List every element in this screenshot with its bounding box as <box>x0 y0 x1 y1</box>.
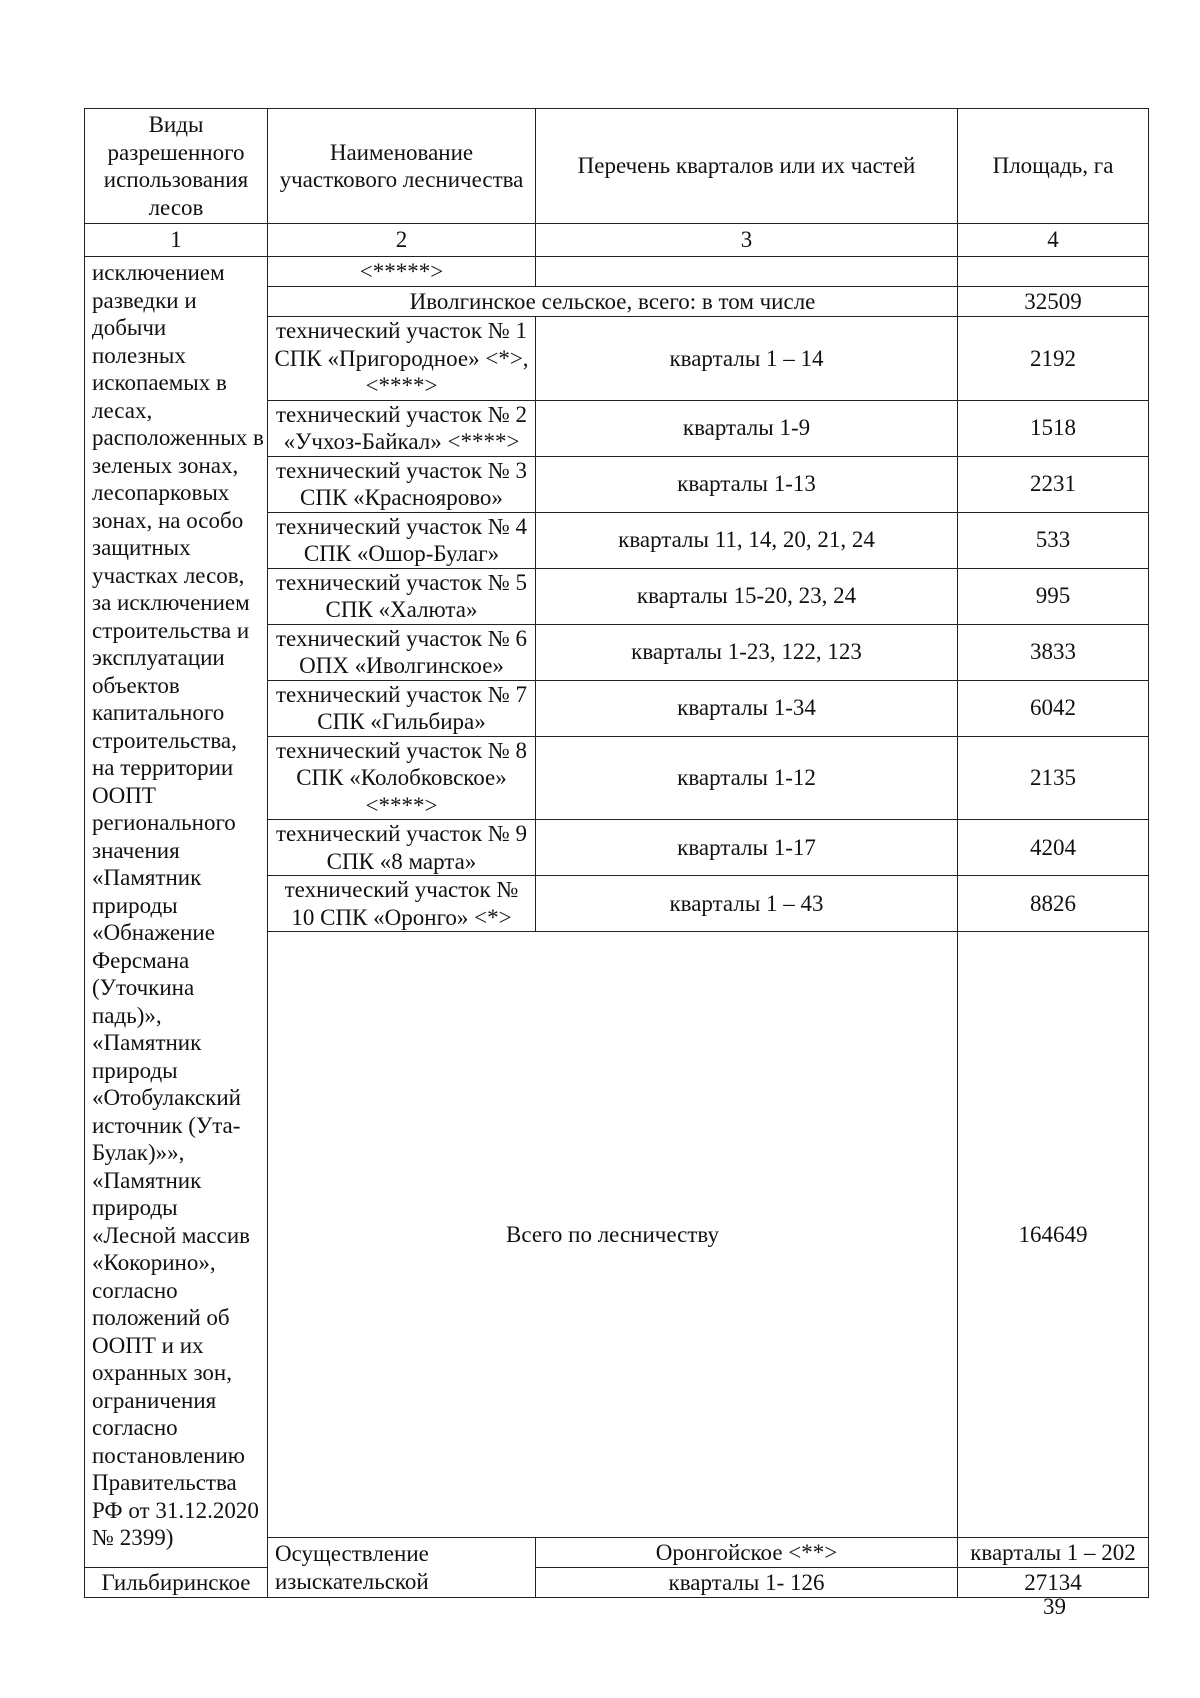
table-row-name: технический участок № 9 СПК «8 марта» <box>268 820 536 876</box>
table-row-quarters: кварталы 1-9 <box>536 400 958 456</box>
header-quarters-list: Перечень кварталов или их частей <box>536 109 958 224</box>
table-row-area: 4204 <box>958 820 1149 876</box>
table-row-area: 6042 <box>958 680 1149 736</box>
column-number-3: 3 <box>536 224 958 257</box>
table-row-area: 27134 <box>958 1568 1149 1598</box>
table-row-quarters: кварталы 1 – 202 <box>958 1538 1149 1568</box>
table-row-quarters: кварталы 1 – 43 <box>536 876 958 932</box>
table-row-quarters: кварталы 1-12 <box>536 736 958 820</box>
table-row-name: технический участок № 4 СПК «Ошор-Булаг» <box>268 512 536 568</box>
table-row-name: технический участок № 10 СПК «Оронго» <*> <box>268 876 536 932</box>
table-row-quarters: кварталы 1-23, 122, 123 <box>536 624 958 680</box>
table-row-area: 2231 <box>958 456 1149 512</box>
table-row-quarters: кварталы 1-17 <box>536 820 958 876</box>
table-row-quarters: кварталы 1- 126 <box>536 1568 958 1598</box>
table-row-name: технический участок № 6 ОПХ «Иволгинское» <box>268 624 536 680</box>
forest-use-table <box>84 108 1149 1598</box>
table-row-quarters: кварталы 11, 14, 20, 21, 24 <box>536 512 958 568</box>
header-use-types: Виды разрешенного использования лесов <box>85 109 268 224</box>
use-type-description-2: Осуществление изыскательской <box>268 1538 536 1598</box>
table-row-name: технический участок № 8 СПК «Колобковское» <****> <box>268 736 536 820</box>
column-number-4: 4 <box>958 224 1149 257</box>
table-row-area: 533 <box>958 512 1149 568</box>
header-area: Площадь, га <box>958 109 1149 224</box>
subtotal-area: 32509 <box>958 287 1149 317</box>
first-row-name: <*****> <box>268 257 536 287</box>
table-row-area: 3833 <box>958 624 1149 680</box>
table-row-name: технический участок № 7 СПК «Гильбира» <box>268 680 536 736</box>
page-number: 39 <box>1043 1594 1066 1619</box>
column-number-1: 1 <box>85 224 268 257</box>
table-row-area: 2135 <box>958 736 1149 820</box>
table-row-quarters: кварталы 1 – 14 <box>536 317 958 401</box>
total-area: 164649 <box>958 932 1149 1538</box>
table-row-area: 2192 <box>958 317 1149 401</box>
total-label: Всего по лесничеству <box>268 932 958 1538</box>
table-row-name: Оронгойское <**> <box>536 1538 958 1568</box>
table-row-name: Гильбиринское <box>85 1568 268 1598</box>
table-row-name: технический участок № 5 СПК «Халюта» <box>268 568 536 624</box>
table-row-name: технический участок № 3 СПК «Краснoярово» <box>268 456 536 512</box>
column-number-2: 2 <box>268 224 536 257</box>
table-row-name: технический участок № 2 «Учхоз-Байкал» <****> <box>268 400 536 456</box>
table-row-quarters: кварталы 1-34 <box>536 680 958 736</box>
header-district-name: Наименование участкового лесничества <box>268 109 536 224</box>
first-row-area <box>958 257 1149 287</box>
use-type-description: исключением разведки и добычи полезных ископаемых в лесах, расположенных в зеленых зонах, лесопарковых зонах, на особо защитных участках лесов, за исключением строительства и эксплуатации объектов капитального строительства, на территории ООПТ регионального значения «Памятник природы «Обнажение Ферсмана (Уточкина падь)», «Памятник природы «Отобулакский источник (Ута-Булак)»», «Памятник природы «Лесной массив «Кокорино», согласно положений об ООПТ и их охранных зон, ограничения согласно постановлению Правительства РФ от 31.12.2020 № 2399) <box>85 257 268 1568</box>
table-row-area: 8826 <box>958 876 1149 932</box>
table-row-quarters: кварталы 1-13 <box>536 456 958 512</box>
table-row-name: технический участок № 1 СПК «Пригородное» <*>, <****> <box>268 317 536 401</box>
table-row-area: 995 <box>958 568 1149 624</box>
first-row-quarters <box>536 257 958 287</box>
table-row-area: 1518 <box>958 400 1149 456</box>
subtotal-label: Иволгинское сельское, всего: в том числе <box>268 287 958 317</box>
table-row-quarters: кварталы 15-20, 23, 24 <box>536 568 958 624</box>
